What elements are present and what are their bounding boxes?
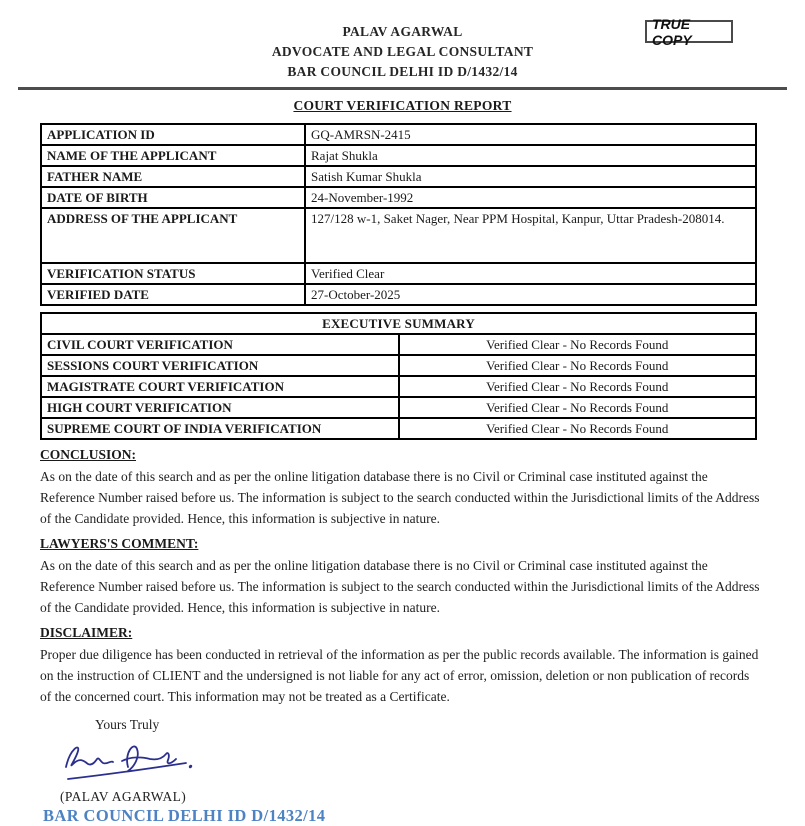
table-row xyxy=(41,334,756,355)
field-value: Verified Clear - No Records Found xyxy=(399,355,757,376)
table-row xyxy=(41,187,756,208)
field-value: Rajat Shukla xyxy=(305,145,756,166)
field-label: SUPREME COURT OF INDIA VERIFICATION xyxy=(41,418,399,439)
field-value: Verified Clear - No Records Found xyxy=(399,334,757,355)
field-label: CIVIL COURT VERIFICATION xyxy=(41,334,399,355)
field-label: ADDRESS OF THE APPLICANT xyxy=(41,208,305,263)
disclaimer-text: Proper due diligence has been conducted in retrieval of the information as per the public records available. The information is gained on the instruction of CLIENT and the undersigned is not liable for any act of error, omission, deletion or non publication of records of the concerned court. This information may not be treated as a Certificate. xyxy=(40,647,759,704)
lawyers-comment-heading: LAWYERS'S COMMENT: xyxy=(40,536,199,551)
executive-summary-header: EXECUTIVE SUMMARY xyxy=(41,313,756,334)
conclusion-heading: CONCLUSION: xyxy=(40,447,137,462)
signatory-name: (PALAV AGARWAL) xyxy=(60,789,187,804)
table-row xyxy=(41,418,756,439)
disclaimer-section xyxy=(40,625,762,707)
table-row xyxy=(41,208,756,263)
table-row xyxy=(41,284,756,305)
conclusion-text: As on the date of this search and as per the online litigation database there is no Civil or Criminal case instituted against the Reference Number raised before us. The information is subject to the search conducted within the Jurisdictional limits of the Address of the Candidate provided. Hence, this information is subjective in nature. xyxy=(40,469,760,526)
bar-council-id-footer: BAR COUNCIL DELHI ID D/1432/14 xyxy=(43,806,326,825)
field-value: Verified Clear - No Records Found xyxy=(399,397,757,418)
field-label: NAME OF THE APPLICANT xyxy=(41,145,305,166)
applicant-details-table xyxy=(40,123,757,306)
lawyers-comment-text: As on the date of this search and as per the online litigation database there is no Civil or Criminal case instituted against the Reference Number raised before us. The information is subject to the search conducted within the Jurisdictional limits of the Address of the Candidate provided. Hence, this information is subjective in nature. xyxy=(40,558,760,615)
conclusion-section xyxy=(40,447,762,529)
table-row xyxy=(41,166,756,187)
true-copy-stamp xyxy=(645,15,733,48)
field-label: APPLICATION ID xyxy=(41,124,305,145)
executive-summary-table xyxy=(40,312,757,440)
field-value: Verified Clear xyxy=(305,263,756,284)
signature-ink-icon xyxy=(58,737,208,787)
field-value: 127/128 w-1, Saket Nager, Near PPM Hospital, Kanpur, Uttar Pradesh-208014. xyxy=(305,208,756,263)
advocate-name: PALAV AGARWAL xyxy=(342,24,463,39)
handwritten-signature xyxy=(58,737,208,787)
field-value: Satish Kumar Shukla xyxy=(305,166,756,187)
table-row xyxy=(41,355,756,376)
field-label: VERIFIED DATE xyxy=(41,284,305,305)
table-row xyxy=(41,145,756,166)
bar-council-id-header: BAR COUNCIL DELHI ID D/1432/14 xyxy=(287,64,518,79)
field-value: Verified Clear - No Records Found xyxy=(399,376,757,397)
field-label: DATE OF BIRTH xyxy=(41,187,305,208)
salutation-text: Yours Truly xyxy=(95,717,160,732)
field-label: MAGISTRATE COURT VERIFICATION xyxy=(41,376,399,397)
field-label: FATHER NAME xyxy=(41,166,305,187)
field-value: 24-November-1992 xyxy=(305,187,756,208)
header-divider-line xyxy=(18,87,787,90)
table-header-row xyxy=(41,313,756,334)
table-row xyxy=(41,397,756,418)
true-copy-stamp-label: TRUE COPY xyxy=(652,15,692,48)
field-label: SESSIONS COURT VERIFICATION xyxy=(41,355,399,376)
field-value: GQ-AMRSN-2415 xyxy=(305,124,756,145)
table-row xyxy=(41,124,756,145)
field-label: VERIFICATION STATUS xyxy=(41,263,305,284)
table-row xyxy=(41,263,756,284)
table-row xyxy=(41,376,756,397)
advocate-designation: ADVOCATE AND LEGAL CONSULTANT xyxy=(271,44,534,59)
lawyers-comment-section xyxy=(40,536,762,618)
disclaimer-heading: DISCLAIMER: xyxy=(40,625,133,640)
field-value: 27-October-2025 xyxy=(305,284,756,305)
page-title: COURT VERIFICATION REPORT xyxy=(293,98,512,113)
field-value: Verified Clear - No Records Found xyxy=(399,418,757,439)
field-label: HIGH COURT VERIFICATION xyxy=(41,397,399,418)
